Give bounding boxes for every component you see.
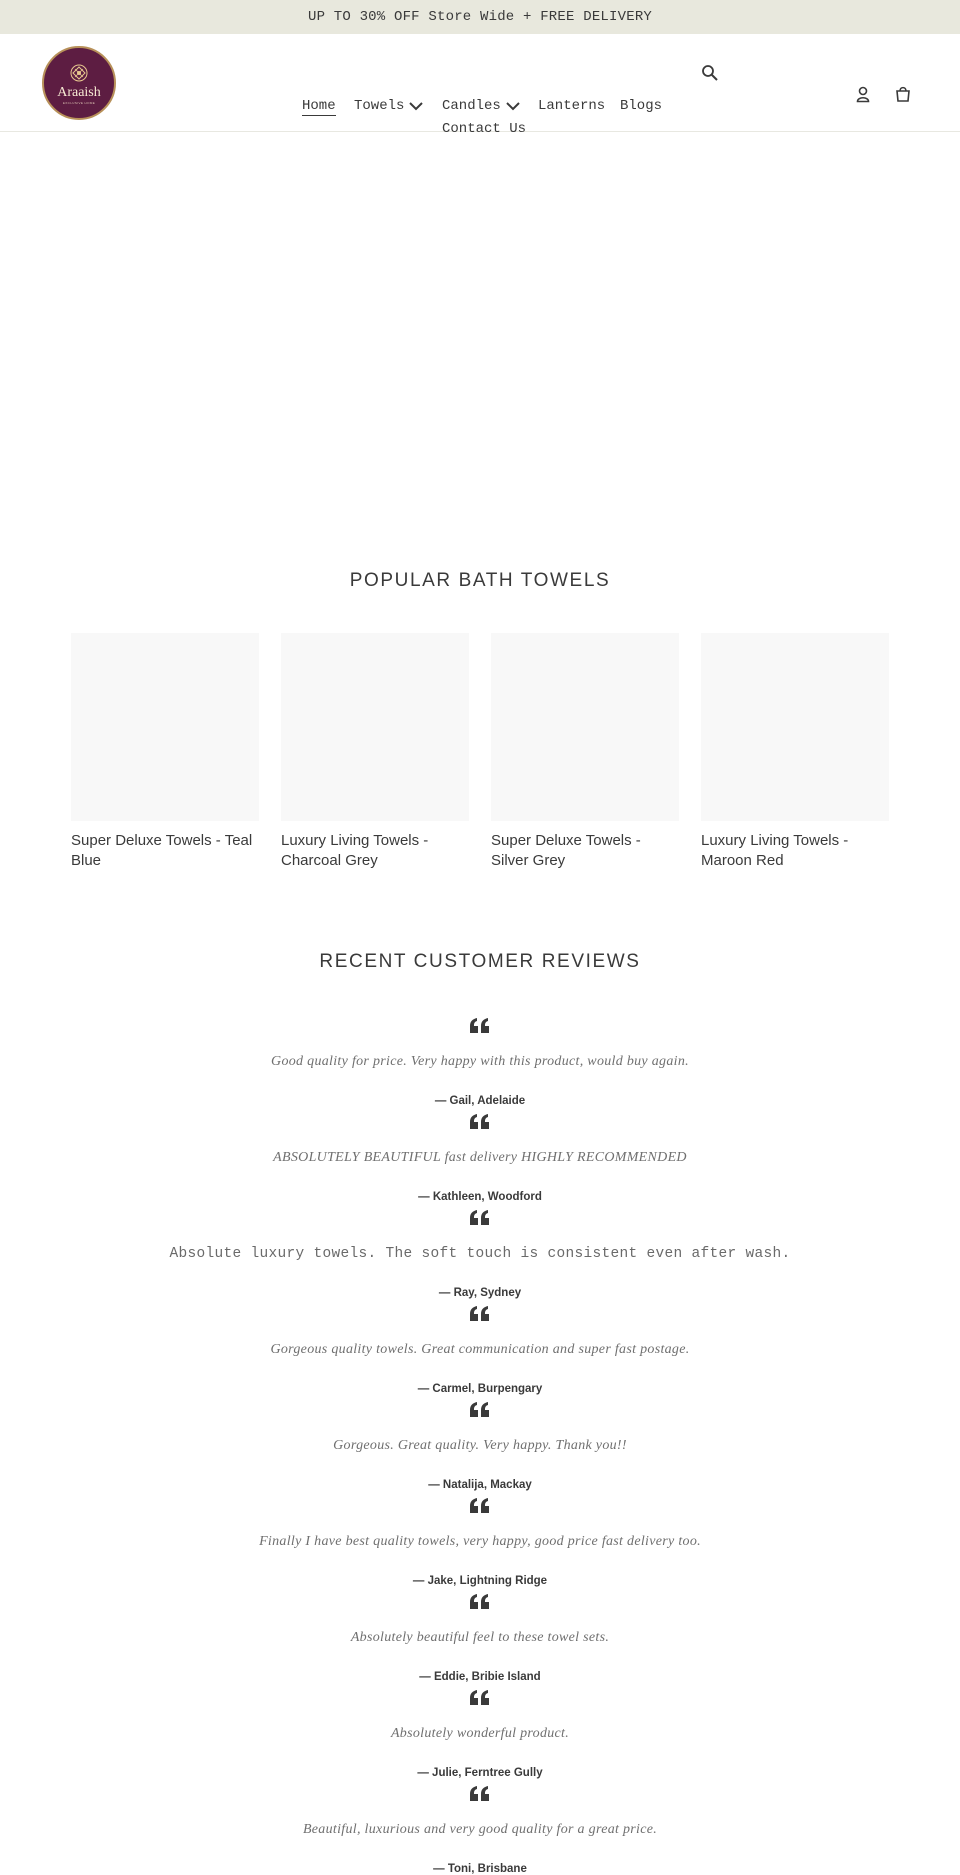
- quote-icon: [469, 1402, 491, 1418]
- review-text: Absolute luxury towels. The soft touch is consistent even after wash.: [169, 1246, 791, 1262]
- review-text: ABSOLUTELY BEAUTIFUL fast delivery HIGHLY RECOMMENDED: [273, 1150, 687, 1165]
- review-text: Gorgeous. Great quality. Very happy. Thank you!!: [333, 1438, 627, 1453]
- cart-icon[interactable]: [894, 85, 912, 103]
- nav-lanterns-label: Lanterns: [538, 98, 606, 114]
- product-title[interactable]: Super Deluxe Towels - Teal Blue: [71, 832, 253, 869]
- site-header: [0, 34, 960, 137]
- review-author: — Gail, Adelaide: [434, 1095, 526, 1107]
- quote-icon: [469, 1498, 491, 1514]
- nav-towels[interactable]: [354, 98, 423, 114]
- product-card[interactable]: [491, 633, 679, 871]
- search-icon[interactable]: [701, 64, 719, 82]
- product-image[interactable]: [491, 633, 679, 821]
- review-author: — Eddie, Bribie Island: [419, 1671, 541, 1683]
- review-author: — Toni, Brisbane: [433, 1863, 527, 1875]
- product-title[interactable]: Luxury Living Towels - Charcoal Grey: [281, 832, 429, 869]
- quote-icon: [469, 1210, 491, 1226]
- logo-emblem-icon: [69, 63, 89, 83]
- chevron-down-icon: [506, 102, 520, 111]
- review-item: [0, 1306, 960, 1396]
- quote-icon: [469, 1594, 491, 1610]
- announcement-bar[interactable]: [0, 0, 960, 34]
- nav-contact-us[interactable]: [442, 121, 526, 137]
- review-text: Absolutely wonderful product.: [390, 1726, 570, 1741]
- quote-icon: [469, 1690, 491, 1706]
- nav-home-label: Home: [302, 98, 336, 114]
- popular-section-title: POPULAR BATH TOWELS: [349, 570, 611, 591]
- announcement-text: UP TO 30% OFF Store Wide + FREE DELIVERY: [307, 9, 653, 25]
- review-item: [0, 1786, 960, 1875]
- nav-blogs-label: Blogs: [620, 98, 663, 114]
- review-author: — Kathleen, Woodford: [418, 1191, 542, 1203]
- nav-towels-label: Towels: [354, 98, 405, 114]
- review-author: — Julie, Ferntree Gully: [417, 1767, 543, 1779]
- review-item: [0, 1210, 960, 1300]
- product-title[interactable]: Super Deluxe Towels - Silver Grey: [491, 832, 641, 869]
- review-item: [0, 1690, 960, 1780]
- reviews-section-title: RECENT CUSTOMER REVIEWS: [319, 951, 641, 972]
- nav-candles-label: Candles: [442, 98, 501, 114]
- review-author: — Carmel, Burpengary: [417, 1383, 543, 1395]
- nav-lanterns[interactable]: [538, 98, 605, 114]
- product-title[interactable]: Luxury Living Towels - Maroon Red: [701, 832, 849, 869]
- review-item: [0, 1498, 960, 1588]
- review-text: Good quality for price. Very happy with this product, would buy again.: [271, 1054, 689, 1069]
- brand-name: Araaish: [57, 85, 101, 100]
- review-author: — Ray, Sydney: [438, 1287, 522, 1299]
- quote-icon: [469, 1306, 491, 1322]
- review-author: — Natalija, Mackay: [428, 1479, 532, 1491]
- nav-contact-label: Contact Us: [442, 121, 527, 137]
- review-author: — Jake, Lightning Ridge: [412, 1575, 548, 1587]
- review-item: [0, 1402, 960, 1492]
- nav-home[interactable]: [302, 98, 336, 116]
- account-icon[interactable]: [854, 85, 872, 103]
- product-image[interactable]: [701, 633, 889, 821]
- product-card[interactable]: [281, 633, 469, 871]
- product-card[interactable]: [701, 633, 889, 871]
- product-image[interactable]: [281, 633, 469, 821]
- nav-blogs[interactable]: [620, 98, 662, 114]
- quote-icon: [469, 1018, 491, 1034]
- quote-icon: [469, 1786, 491, 1802]
- review-item: [0, 1594, 960, 1684]
- review-text: Finally I have best quality towels, very happy, good price fast delivery too.: [259, 1534, 701, 1549]
- nav-candles[interactable]: [442, 98, 520, 114]
- brand-tagline: EXCLUSIVE HOME: [62, 101, 96, 105]
- chevron-down-icon: [409, 102, 423, 111]
- review-text: Gorgeous quality towels. Great communication and super fast postage.: [270, 1342, 690, 1357]
- quote-icon: [469, 1114, 491, 1130]
- product-image[interactable]: [71, 633, 259, 821]
- review-item: [0, 1114, 960, 1204]
- brand-logo[interactable]: [42, 46, 116, 120]
- product-grid: [71, 633, 889, 873]
- review-text: Beautiful, luxurious and very good quality for a great price.: [302, 1822, 658, 1837]
- review-text: Absolutely beautiful feel to these towel sets.: [350, 1630, 610, 1645]
- review-item: [0, 1018, 960, 1108]
- hero-banner: [0, 132, 960, 532]
- product-card[interactable]: [71, 633, 259, 871]
